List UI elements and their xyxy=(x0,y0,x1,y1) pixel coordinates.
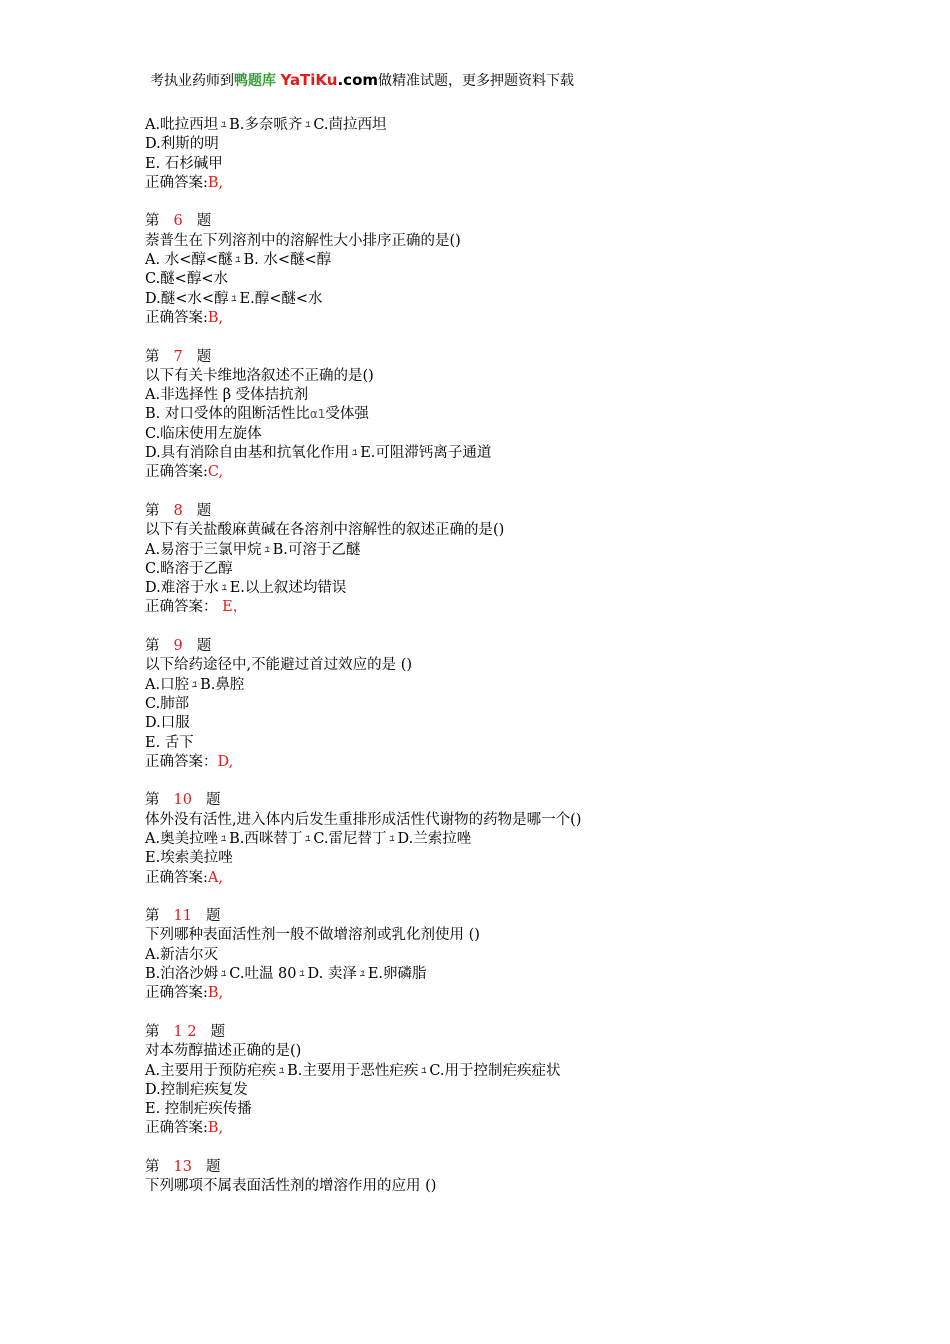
option-c: C.醚<醇<水 xyxy=(145,271,228,288)
option-line xyxy=(145,290,865,309)
option-line xyxy=(145,251,865,270)
answer-line xyxy=(145,753,865,772)
question-13 xyxy=(145,1158,865,1197)
answer-value: C, xyxy=(207,464,224,481)
option-line xyxy=(145,579,865,598)
option-e: E.醇<醚<水 xyxy=(239,290,323,307)
option-d: D.难溶于水 xyxy=(145,580,219,597)
option-c: C.吐温 80 xyxy=(229,966,297,983)
question-number-value: 10 xyxy=(173,792,192,809)
option-c: C.用于控制疟疾症状 xyxy=(429,1062,561,1079)
answer-label: 正确答案: xyxy=(145,309,208,326)
answer-line xyxy=(145,869,865,888)
question-label-pre: 第 xyxy=(145,213,160,230)
separator-icon: ﾕ xyxy=(235,255,241,267)
option-e: E. 石杉碱甲 xyxy=(145,155,223,172)
question-number xyxy=(145,1158,865,1177)
option-e: E. 控制疟疾传播 xyxy=(145,1101,252,1118)
option-e: E.以上叙述均错误 xyxy=(229,580,347,597)
question-label-pre: 第 xyxy=(145,502,160,519)
separator-icon: ﾕ xyxy=(221,969,227,981)
option-a: A.非选择性 β 受体拮抗剂 xyxy=(145,387,309,404)
separator-icon: ﾕ xyxy=(305,120,311,131)
answer-label: 正确答案: xyxy=(145,1120,208,1137)
question-9 xyxy=(145,637,865,772)
option-line xyxy=(145,541,865,560)
question-label-pre: 第 xyxy=(145,348,160,365)
answer-line xyxy=(145,309,865,328)
answer-line xyxy=(145,598,865,617)
option-c: C.肺部 xyxy=(145,695,190,712)
question-number-value: 9 xyxy=(173,638,183,655)
question-label-pre: 第 xyxy=(145,792,160,809)
option-line xyxy=(145,1062,865,1081)
question-number-value: 7 xyxy=(173,348,183,365)
question-stem: 以下有关卡维地洛叙述不正确的是() xyxy=(145,367,374,384)
separator-icon: ﾕ xyxy=(389,833,395,845)
question-number xyxy=(145,791,865,810)
brand-name-en: YaTiKu xyxy=(280,71,338,89)
answer-line xyxy=(145,984,865,1003)
question-label-post: 题 xyxy=(205,792,221,809)
option-a: A.奥美拉唑 xyxy=(145,830,219,847)
option-b xyxy=(145,405,865,424)
separator-icon: ﾕ xyxy=(192,679,198,691)
answer-value: D, xyxy=(217,753,234,770)
option-c: C.茴拉西坦 xyxy=(313,117,387,133)
question-number xyxy=(145,1023,865,1042)
separator-icon: ﾕ xyxy=(231,293,237,305)
option-b: B.泊洛沙姆 xyxy=(145,966,219,983)
answer-line xyxy=(145,463,865,482)
option-a: A.口腔 xyxy=(145,676,190,693)
option-d: D.控制疟疾复发 xyxy=(145,1081,248,1098)
option-a: A.吡拉西坦 xyxy=(145,117,219,133)
separator-icon: ﾕ xyxy=(352,448,358,460)
option-b: B. 水<醚<醇 xyxy=(243,252,332,269)
answer-value: A, xyxy=(207,869,223,886)
separator-icon: ﾕ xyxy=(221,583,227,595)
separator-icon: ﾕ xyxy=(279,1065,285,1077)
option-line xyxy=(145,116,865,135)
separator-icon: ﾕ xyxy=(421,1065,427,1077)
answer-label: 正确答案: xyxy=(145,464,208,481)
question-label-pre: 第 xyxy=(145,1023,160,1040)
question-list xyxy=(145,116,865,1197)
option-d: D. 卖泽 xyxy=(307,966,357,983)
question-12 xyxy=(145,1023,865,1139)
option-e: E.卵磷脂 xyxy=(367,966,427,983)
option-e: E. 舌下 xyxy=(145,734,194,751)
answer-value: B, xyxy=(207,174,224,191)
option-b: B.鼻腔 xyxy=(200,676,245,693)
option-c: C.雷尼替丁 xyxy=(313,830,387,847)
question-number xyxy=(145,637,865,656)
question-label-post: 题 xyxy=(196,213,212,230)
option-line xyxy=(145,830,865,849)
option-b: B.主要用于恶性疟疾 xyxy=(287,1062,419,1079)
question-label-pre: 第 xyxy=(145,638,160,655)
question-label-post: 题 xyxy=(196,348,212,365)
option-d: D.利斯的明 xyxy=(145,136,219,153)
option-a: A.新洁尔灭 xyxy=(145,946,219,963)
question-stem: 下列哪种表面活性剂一般不做增溶剂或乳化剂使用 () xyxy=(145,927,480,944)
brand-name-cn: 鸭题库 xyxy=(234,73,276,89)
option-a: A. 水<醇<醚 xyxy=(145,252,233,269)
question-label-pre: 第 xyxy=(145,1159,160,1176)
question-stem: 萘普生在下列溶剂中的溶解性大小排序正确的是() xyxy=(145,232,461,249)
option-line xyxy=(145,444,865,463)
question-number-value: 1 2 xyxy=(173,1023,197,1040)
question-number-value: 13 xyxy=(173,1159,192,1176)
question-label-post: 题 xyxy=(210,1023,226,1040)
question-5 xyxy=(145,116,865,193)
answer-value: E， xyxy=(222,599,248,616)
answer-line xyxy=(145,174,865,193)
separator-icon: ﾕ xyxy=(221,120,227,131)
answer-label: 正确答案: xyxy=(145,985,208,1002)
question-stem: 体外没有活性,进入体内后发生重排形成活性代谢物的药物是哪一个() xyxy=(145,811,582,828)
option-line xyxy=(145,965,865,984)
question-stem: 对本芴醇描述正确的是() xyxy=(145,1043,302,1060)
separator-icon: ﾕ xyxy=(359,969,365,981)
question-number xyxy=(145,907,865,926)
option-b-text-end: 受体强 xyxy=(325,406,369,423)
question-label-post: 题 xyxy=(205,908,221,925)
option-d: D.具有消除自由基和抗氧化作用 xyxy=(145,445,350,462)
separator-icon: ﾕ xyxy=(221,833,227,845)
separator-icon: ﾕ xyxy=(299,969,305,981)
option-a: A.主要用于预防疟疾 xyxy=(145,1062,277,1079)
answer-value: B, xyxy=(207,309,224,326)
option-d: D.口服 xyxy=(145,715,190,732)
answer-value: B, xyxy=(207,985,224,1002)
question-7 xyxy=(145,348,865,483)
option-c: C.略溶于乙醇 xyxy=(145,560,233,577)
option-b: B.可溶于乙醚 xyxy=(272,541,361,558)
option-a: A.易溶于三氯甲烷 xyxy=(145,541,262,558)
question-stem: 以下有关盐酸麻黄碱在各溶剂中溶解性的叙述正确的是() xyxy=(145,522,505,539)
answer-label: 正确答案： xyxy=(145,753,218,770)
brand-domain: .com xyxy=(337,71,379,89)
option-b: B.多奈哌齐 xyxy=(229,117,303,133)
question-number-value: 8 xyxy=(173,502,183,519)
answer-label: 正确答案: xyxy=(145,174,208,191)
header-suffix: 做精准试题，更多押题资料下载 xyxy=(378,73,575,89)
alpha1-symbol: α1 xyxy=(309,407,326,422)
question-label-post: 题 xyxy=(205,1159,221,1176)
option-e: E.埃索美拉唑 xyxy=(145,850,233,867)
option-c: C.临床使用左旋体 xyxy=(145,425,262,442)
option-d: D.醚<水<醇 xyxy=(145,290,229,307)
question-8 xyxy=(145,502,865,618)
question-number-value: 6 xyxy=(173,213,183,230)
option-d: D.兰索拉唑 xyxy=(397,830,472,847)
answer-value: B, xyxy=(207,1120,224,1137)
question-6 xyxy=(145,212,865,328)
separator-icon: ﾕ xyxy=(264,544,270,556)
answer-line xyxy=(145,1119,865,1138)
question-10 xyxy=(145,791,865,887)
question-11 xyxy=(145,907,865,1003)
option-b: B.西咪替丁 xyxy=(229,830,303,847)
question-number xyxy=(145,212,865,231)
question-label-pre: 第 xyxy=(145,908,160,925)
option-line xyxy=(145,676,865,695)
question-label-post: 题 xyxy=(196,638,212,655)
answer-label: 正确答案： xyxy=(145,599,218,616)
header-prefix: 考执业药师到 xyxy=(150,73,234,89)
page-header xyxy=(150,70,574,90)
question-number xyxy=(145,502,865,521)
question-label-post: 题 xyxy=(196,502,212,519)
option-b-text: B. 对口受体的阻断活性比 xyxy=(145,406,310,423)
answer-label: 正确答案: xyxy=(145,869,208,886)
separator-icon: ﾕ xyxy=(305,833,311,845)
question-stem: 以下给药途径中,不能避过首过效应的是 () xyxy=(145,657,413,674)
option-e: E.可阻滞钙离子通道 xyxy=(360,445,492,462)
question-number xyxy=(145,348,865,367)
question-stem: 下列哪项不属表面活性剂的增溶作用的应用 () xyxy=(145,1178,437,1195)
question-number-value: 11 xyxy=(173,908,192,925)
